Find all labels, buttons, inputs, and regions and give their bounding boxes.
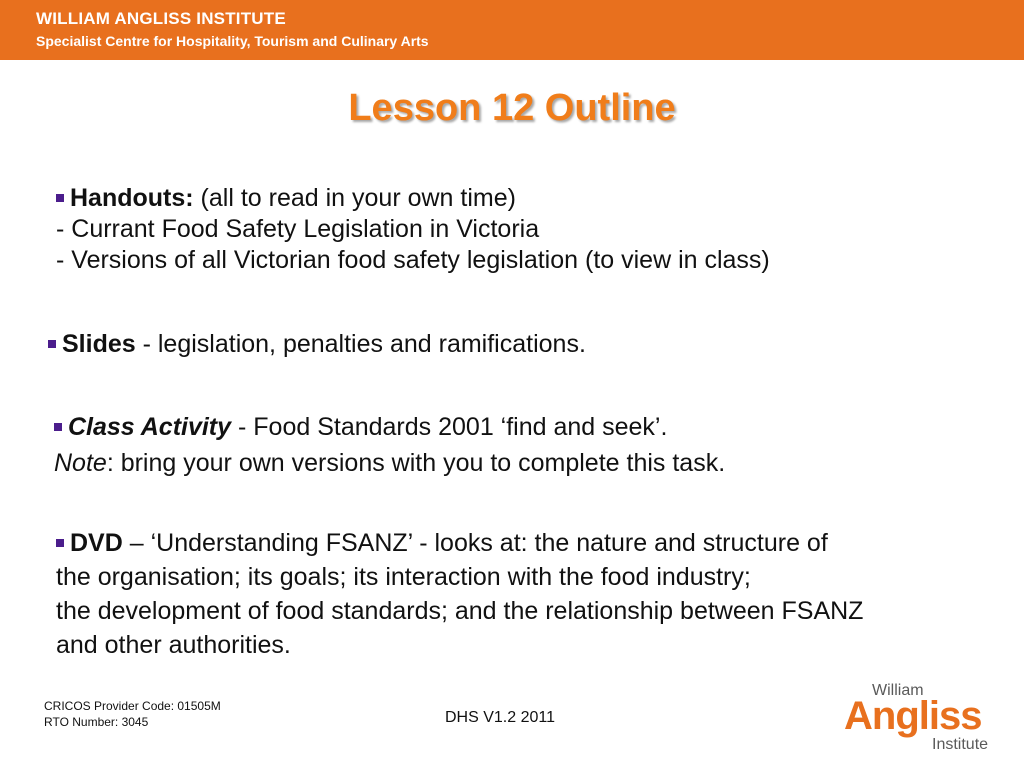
square-bullet-icon [48, 340, 56, 348]
note-label: Note [54, 449, 107, 477]
cricos-code: CRICOS Provider Code: 01505M [44, 699, 221, 713]
square-bullet-icon [54, 423, 62, 431]
item-line: - Versions of all Victorian food safety legislation (to view in class) [56, 246, 770, 274]
item-dvd [56, 527, 863, 662]
item-text: (all to read in your own time) [193, 184, 516, 212]
item-line: the development of food standards; and the relationship between FSANZ [56, 597, 864, 625]
institute-name: WILLIAM ANGLISS INSTITUTE [36, 9, 286, 28]
item-slides [48, 328, 586, 361]
square-bullet-icon [56, 539, 64, 547]
item-class-activity [54, 411, 725, 480]
slide-title: Lesson 12 Outline [348, 87, 676, 129]
header-bar [0, 0, 1024, 60]
logo-word-bottom: Institute [932, 736, 989, 753]
item-text: - legislation, penalties and ramifications. [135, 330, 586, 358]
note-text: : bring your own versions with you to complete this task. [106, 449, 726, 477]
item-text: - Food Standards 2001 ‘find and seek’. [231, 413, 668, 441]
rto-number: RTO Number: 3045 [44, 715, 149, 729]
item-label: Slides [62, 330, 136, 358]
item-label: DVD [70, 529, 123, 557]
item-line: the organisation; its goals; its interaction with the food industry; [56, 563, 751, 591]
square-bullet-icon [56, 194, 64, 202]
item-handouts [56, 182, 770, 277]
item-line: and other authorities. [56, 631, 291, 659]
item-line: - Currant Food Safety Legislation in Victoria [56, 215, 540, 243]
item-label: Class Activity [68, 413, 232, 441]
version-label: DHS V1.2 2011 [445, 709, 555, 726]
item-text: – ‘Understanding FSANZ’ - looks at: the nature and structure of [122, 529, 828, 557]
footer-provider-info [44, 698, 221, 730]
william-angliss-logo [844, 680, 1004, 756]
institute-subtitle: Specialist Centre for Hospitality, Tourism and Culinary Arts [36, 33, 429, 49]
logo-word-top: William [872, 682, 924, 699]
logo-word-main: Angliss [844, 694, 982, 738]
item-label: Handouts: [70, 184, 194, 212]
